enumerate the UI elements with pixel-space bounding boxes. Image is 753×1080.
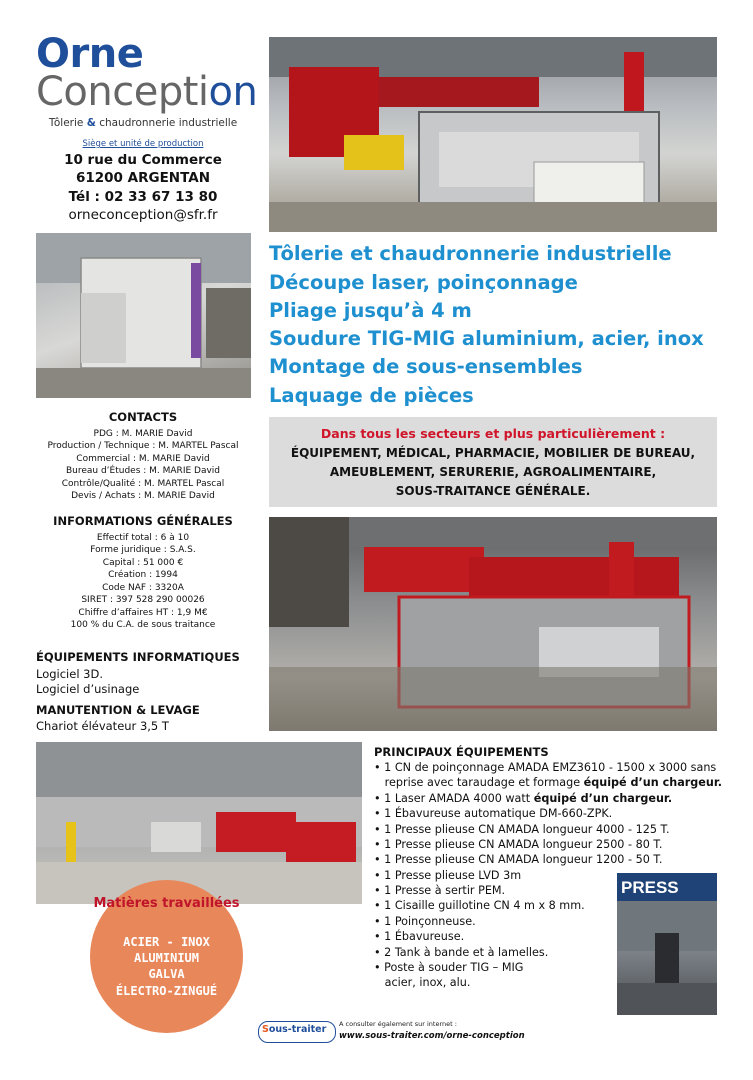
info-line: Forme juridique : S.A.S. bbox=[90, 545, 196, 555]
handling-line: Chariot élévateur 3,5 T bbox=[36, 719, 169, 733]
equipment-item: acier, inox, alu. bbox=[374, 976, 471, 989]
service-item: Tôlerie et chaudronnerie industrielle bbox=[269, 242, 672, 265]
material-item: ÉLECTRO-ZINGUÉ bbox=[115, 984, 218, 998]
logo-conception-a: Concepti bbox=[36, 69, 209, 115]
sector-line: AMEUBLEMENT, SERURERIE, AGROALIMENTAIRE, bbox=[329, 465, 657, 479]
logo-orne: Orne bbox=[36, 31, 144, 77]
address-street: 10 rue du Commerce bbox=[64, 152, 222, 168]
infos-heading: INFORMATIONS GÉNÉRALES bbox=[53, 514, 233, 528]
it-equipment-heading: ÉQUIPEMENTS INFORMATIQUES bbox=[36, 650, 240, 664]
equipment-item: • Poste à souder TIG – MIG bbox=[374, 961, 524, 974]
sectors-title: Dans tous les secteurs et plus particulièrement : bbox=[320, 426, 666, 441]
material-item: ACIER - INOX bbox=[123, 935, 210, 949]
service-item: Montage de sous-ensembles bbox=[269, 355, 583, 378]
equipment-item: • 1 Presse plieuse CN AMADA longueur 4000 - 125 T. bbox=[374, 823, 670, 836]
photo-punching-machine bbox=[269, 37, 717, 232]
service-item: Soudure TIG-MIG aluminium, acier, inox bbox=[269, 327, 704, 350]
equipment-item: • 1 Presse plieuse CN AMADA longueur 2500 - 80 T. bbox=[374, 838, 663, 851]
equipment-item: • 1 Presse plieuse CN AMADA longueur 1200 - 50 T. bbox=[374, 853, 663, 866]
siege-label: Siège et unité de production bbox=[82, 139, 204, 149]
equipment-item: • 2 Tank à bande et à lamelles. bbox=[374, 946, 549, 959]
equipment-item: • 1 Poinçonneuse. bbox=[374, 915, 476, 928]
handling-heading: MANUTENTION & LEVAGE bbox=[36, 703, 200, 717]
equipment-item: • 1 Presse plieuse LVD 3m bbox=[374, 869, 522, 882]
contact-line: Devis / Achats : M. MARIE David bbox=[71, 491, 215, 501]
material-item: ALUMINIUM bbox=[133, 951, 200, 965]
contacts-heading: CONTACTS bbox=[108, 410, 178, 424]
info-line: Chiffre d’affaires HT : 1,9 M€ bbox=[78, 608, 208, 618]
info-line: 100 % du C.A. de sous traitance bbox=[70, 620, 216, 630]
email-link[interactable]: orneconception@sfr.fr bbox=[68, 207, 218, 223]
sector-line: SOUS-TRAITANCE GÉNÉRALE. bbox=[395, 484, 591, 498]
equipment-item: reprise avec taraudage et formage équipé d’un chargeur. bbox=[374, 776, 723, 789]
info-line: SIRET : 397 528 290 00026 bbox=[81, 595, 205, 605]
main-equipment-heading: PRINCIPAUX ÉQUIPEMENTS bbox=[374, 745, 549, 759]
footer-note: A consulter également sur internet : bbox=[339, 1020, 457, 1028]
logo-tagline bbox=[36, 117, 250, 129]
footer-url-link[interactable]: www.sous-traiter.com/orne-conception bbox=[339, 1031, 525, 1041]
contact-line: Bureau d’Études : M. MARIE David bbox=[65, 466, 221, 476]
it-equipment-line: Logiciel d’usinage bbox=[36, 682, 140, 696]
tagline-b: chaudronnerie industrielle bbox=[95, 117, 238, 129]
equipment-item: • 1 Presse à sertir PEM. bbox=[374, 884, 506, 897]
sous-traiter-logo-text: Sous-traiter bbox=[262, 1024, 327, 1035]
info-line: Création : 1994 bbox=[108, 570, 178, 580]
phone: Tél : 02 33 67 13 80 bbox=[68, 189, 218, 205]
equipment-item: • 1 Cisaille guillotine CN 4 m x 8 mm. bbox=[374, 899, 585, 912]
sector-line: ÉQUIPEMENT, MÉDICAL, PHARMACIE, MOBILIER DE BUREAU, bbox=[290, 446, 696, 460]
contact-line: Production / Technique : M. MARTEL Pascal bbox=[47, 441, 239, 451]
info-line: Capital : 51 000 € bbox=[102, 558, 184, 568]
service-item: Laquage de pièces bbox=[269, 384, 474, 407]
photo-laser-machine bbox=[36, 233, 251, 398]
contact-line: PDG : M. MARIE David bbox=[93, 429, 193, 439]
tagline-a: Tôlerie bbox=[48, 117, 87, 129]
info-line: Effectif total : 6 à 10 bbox=[96, 533, 190, 543]
equipment-item: • 1 Ébavureuse. bbox=[374, 930, 465, 943]
press-label: PRESS bbox=[621, 878, 679, 897]
photo-press-brakes bbox=[36, 742, 362, 904]
address-city: 61200 ARGENTAN bbox=[75, 170, 211, 186]
equipment-item: • 1 Ébavureuse automatique DM-660-ZPK. bbox=[374, 807, 613, 820]
photo-press-detail bbox=[617, 873, 717, 1015]
tagline-amp: & bbox=[86, 117, 96, 129]
contact-line: Commercial : M. MARIE David bbox=[76, 454, 210, 464]
materials-title: Matières travaillées bbox=[93, 896, 240, 911]
contact-line: Contrôle/Qualité : M. MARTEL Pascal bbox=[61, 479, 225, 489]
equipment-item: • 1 CN de poinçonnage AMADA EMZ3610 - 1500 x 3000 sans bbox=[374, 761, 717, 774]
logo-conception-b: on bbox=[208, 69, 258, 115]
logo-conception bbox=[36, 69, 258, 115]
photo-workshop-laser bbox=[269, 517, 717, 731]
material-item: GALVA bbox=[148, 967, 185, 981]
info-line: Code NAF : 3320A bbox=[102, 583, 184, 593]
service-item: Découpe laser, poinçonnage bbox=[269, 271, 578, 294]
equipment-item: • 1 Laser AMADA 4000 watt équipé d’un chargeur. bbox=[374, 792, 673, 805]
it-equipment-line: Logiciel 3D. bbox=[36, 667, 104, 681]
service-item: Pliage jusqu’à 4 m bbox=[269, 299, 472, 322]
